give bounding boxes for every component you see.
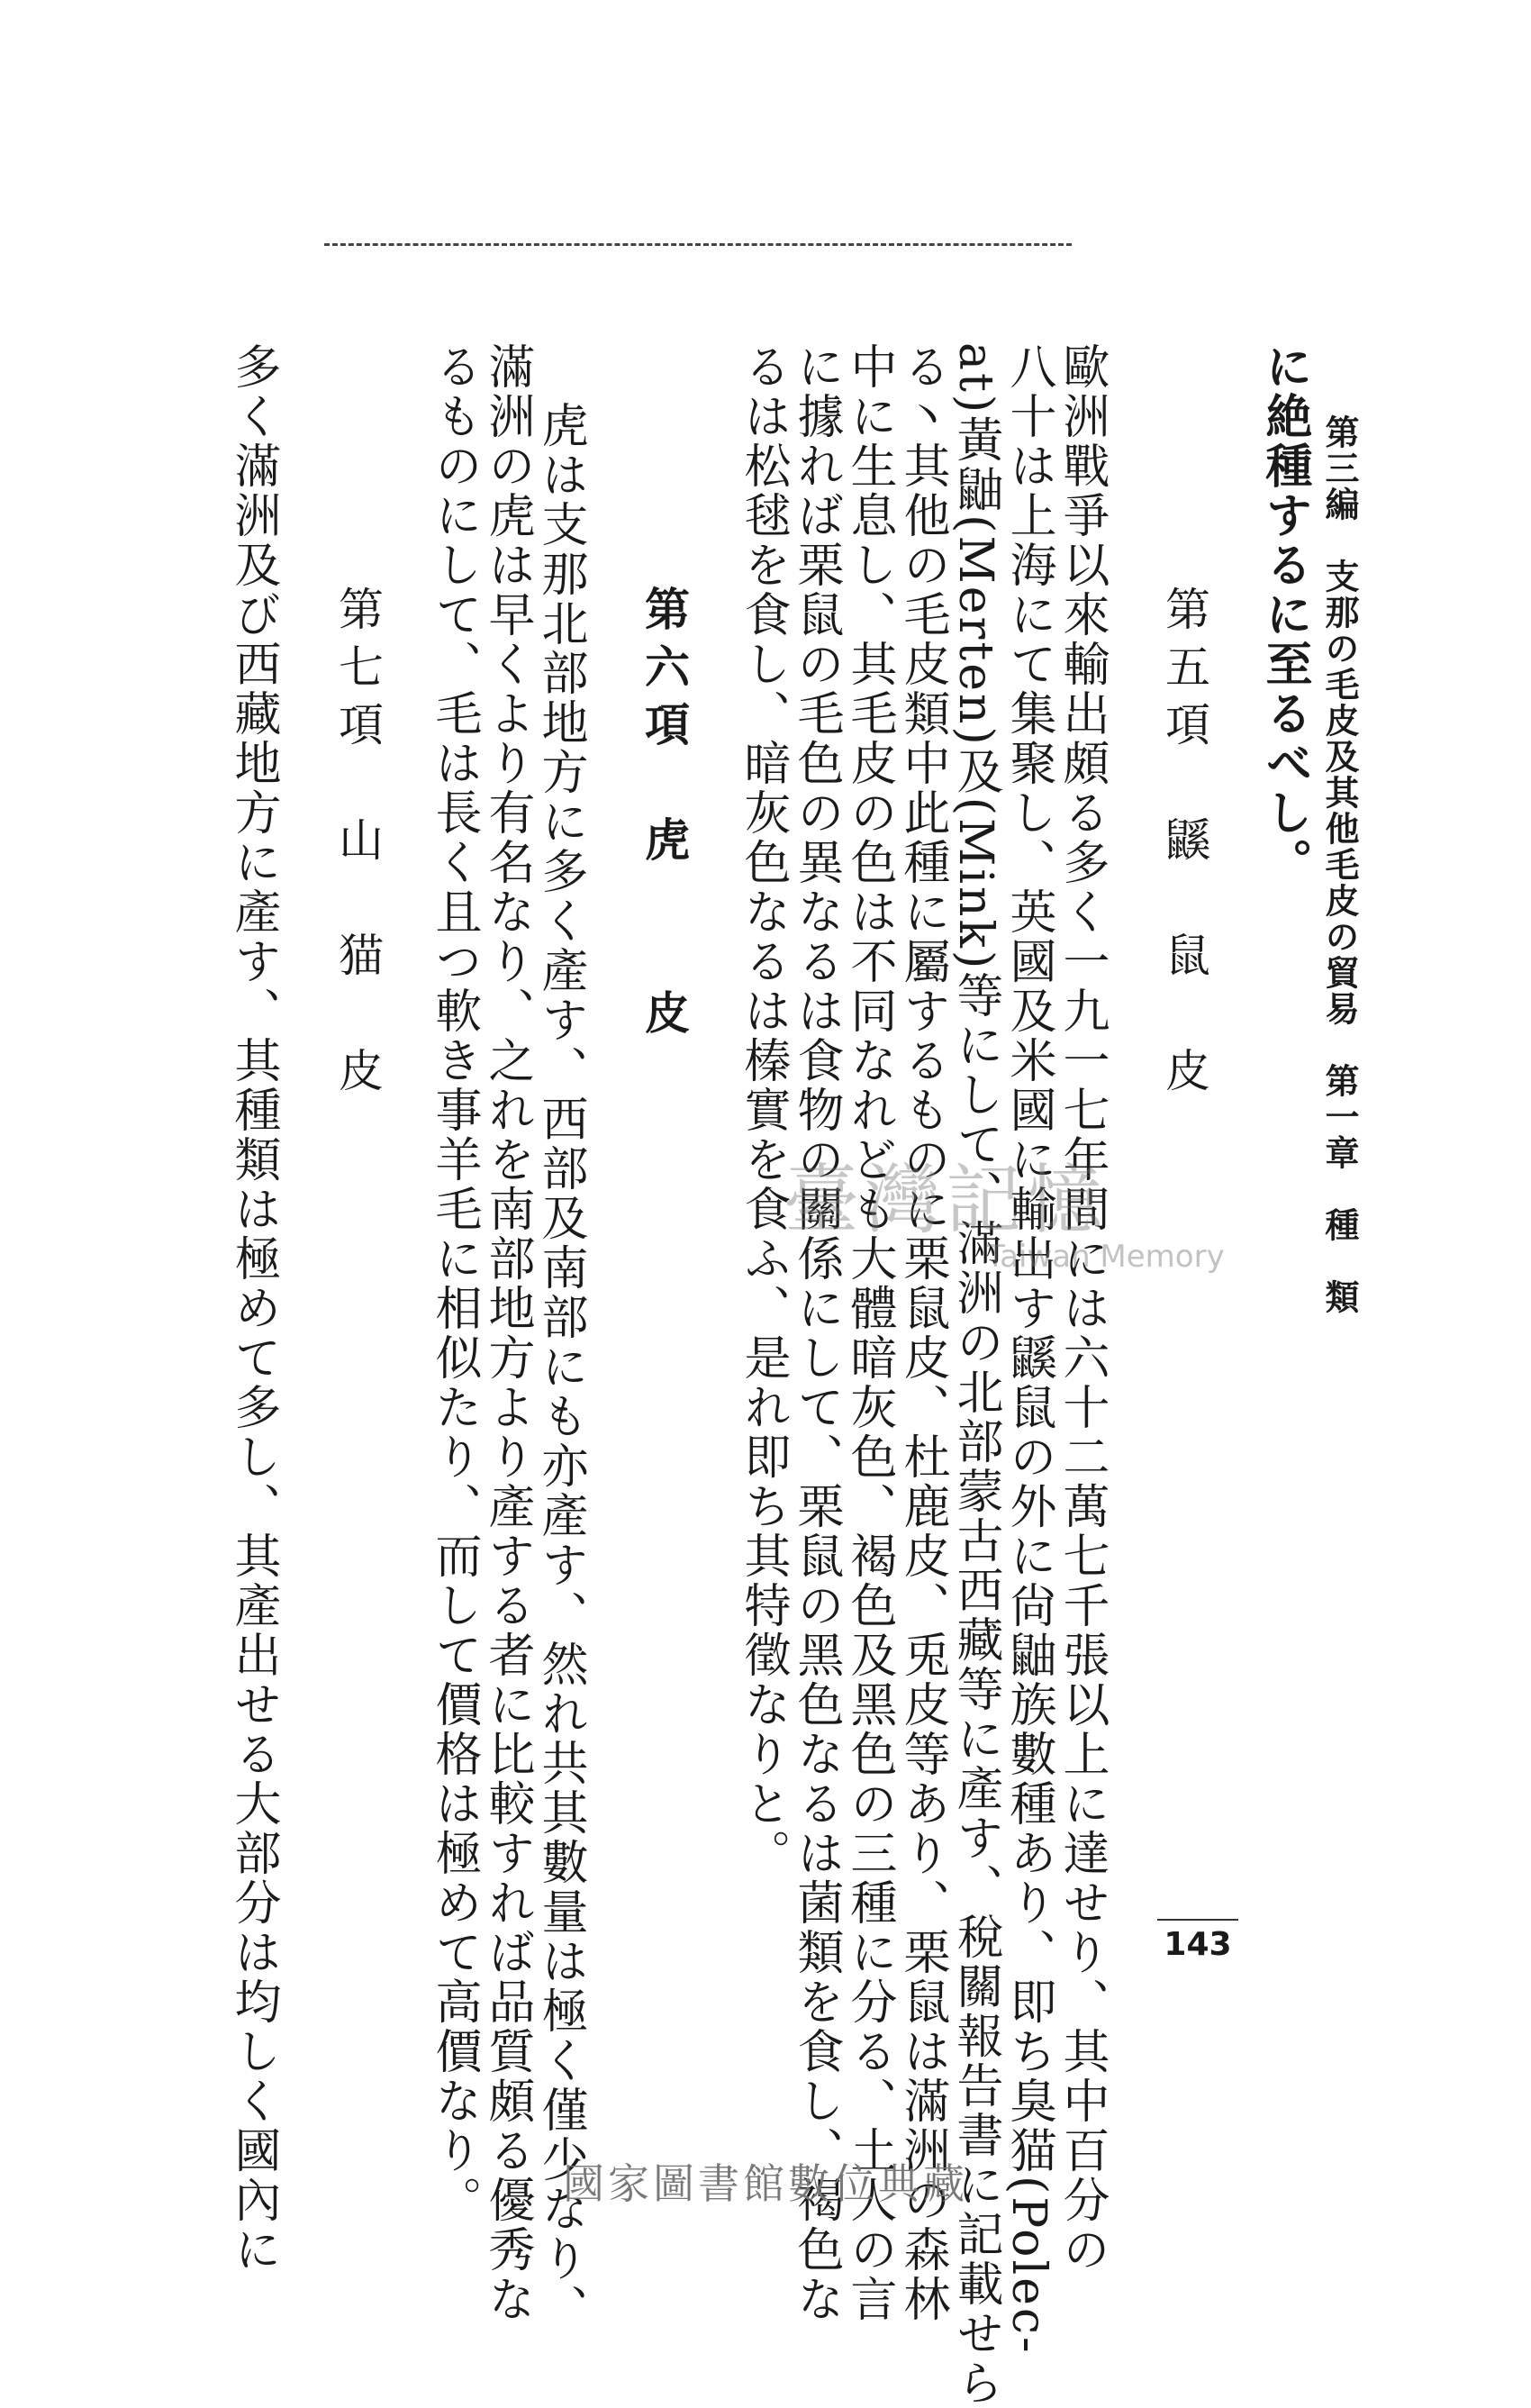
- text-column-3: 歐洲戰爭以來輸出頗る多く一九一七年間には六十二萬七千張以上に達せり、其中百分の: [1055, 342, 1109, 2275]
- section-heading-6: 第六項 虎 皮: [638, 586, 691, 1047]
- text-column-13: るものにして、毛は長く且つ軟き事羊毛に相似たり、而して價格は極めて高價なり。: [427, 342, 481, 2225]
- top-decorative-rule: [324, 243, 1072, 246]
- text-column-7: 中に生息し、其毛皮の色は不同なれども大體暗灰色、褐色及黑色の三種に分る、土人の言: [842, 342, 896, 2324]
- text-column-6: る丶其他の毛皮類中此種に屬するものに栗鼠皮、杜鹿皮、兎皮等あり、栗鼠は滿洲の森林: [895, 342, 949, 2324]
- text-column-12: 滿洲の虎は早くより有名なり、之れを南部地方より產する者に比較すれば品質頗る優秀な: [480, 342, 534, 2324]
- text-column-9: るは松毬を食し、暗灰色なるは榛實を食ふ、是れ即ち其特徵なりと。: [736, 342, 790, 1878]
- running-header: 第三編 支那の毛皮及其他毛皮の貿易 第一章 種 類: [1319, 414, 1360, 1315]
- watermark-logo-text: 臺灣記憶: [784, 1156, 1109, 1244]
- section-heading-5: 第五項 鼷 鼠 皮: [1158, 586, 1210, 1104]
- page-number: 143: [1157, 1919, 1238, 1963]
- text-column-5: at)黃鼬(Merten)及(Mink)等にして、滿洲の北部蒙古西藏等に產す、稅關報告書に記載せら: [948, 342, 1002, 2408]
- text-column-4: 八十は上海にて集聚し、英國及米國に輸出す鼷鼠の外に尙鼬族數種あり、即ち臭猫(Polec-: [1001, 342, 1055, 2356]
- text-column-8: に據れば栗鼠の毛色の異なるは食物の關係にして、栗鼠の黑色なるは菌類を食し、褐色な: [789, 342, 843, 2324]
- text-column-1: に絶種するに至るべし。: [1257, 342, 1312, 887]
- text-column-15: 多く滿洲及び西藏地方に產す、其種類は極めて多し、其產出せる大部分は均しく國內に: [226, 342, 280, 2275]
- section-heading-7: 第七項 山 猫 皮: [331, 586, 384, 1104]
- text-column-11: 虎は支那北部地方に多く產す、西部及南部にも亦產す、然れ共其數量は極く僅少なり、: [533, 401, 587, 2333]
- footer-collection-label: 國家圖書館數位典藏: [563, 2159, 968, 2208]
- watermark-subtitle: Taiwan Memory: [986, 1239, 1225, 1275]
